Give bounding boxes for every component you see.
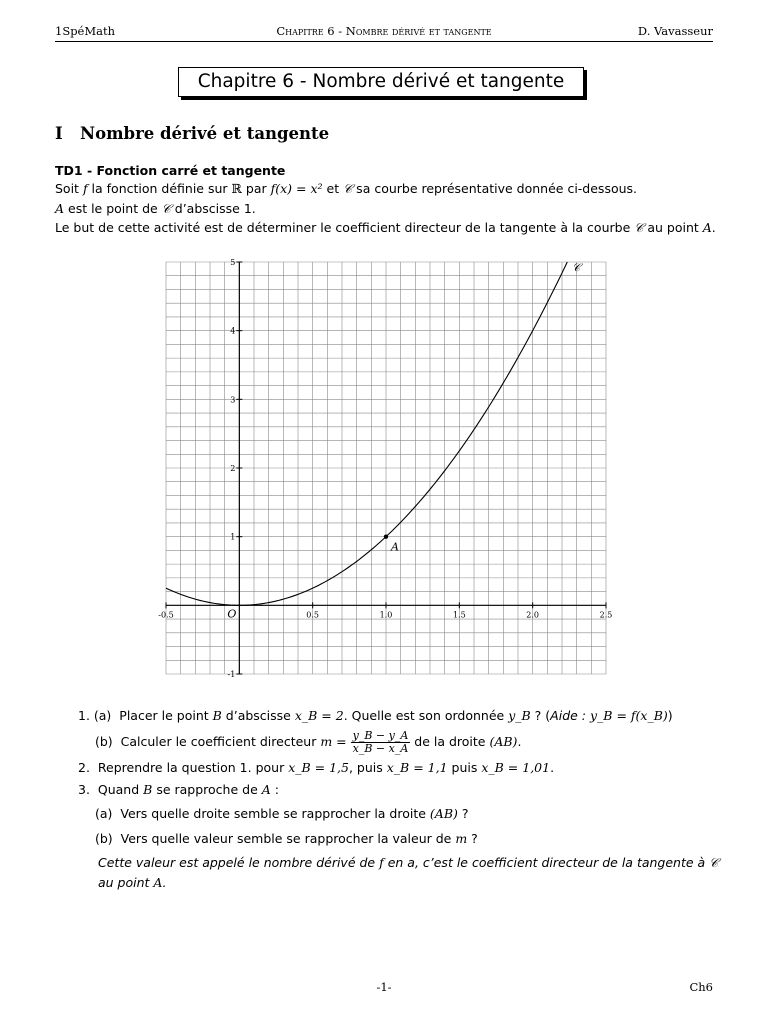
math-xB: x_B = 2 — [294, 708, 344, 723]
x-tick-label: 2.5 — [599, 610, 613, 620]
x-tick-label: 0.5 — [306, 610, 320, 620]
text: ? — [467, 831, 478, 846]
text: . Quelle est son ordonnée — [343, 708, 509, 723]
math-AB: (AB) — [429, 806, 458, 821]
question-2 — [78, 760, 554, 775]
note-line-1 — [98, 855, 718, 871]
text: Placer le point — [119, 708, 213, 723]
math-A: A — [702, 220, 712, 235]
text: sa courbe représentative donnée ci-dessous. — [352, 181, 638, 196]
footer-chapter: Ch6 — [689, 980, 713, 994]
math-A: A — [55, 201, 65, 216]
math-curve: 𝒞 — [634, 220, 644, 235]
math-B: B — [143, 782, 153, 797]
math-m: m = — [320, 734, 347, 749]
text: Quand — [97, 782, 144, 797]
point-A-label: A — [391, 540, 399, 554]
math-f: f — [82, 181, 88, 196]
math-curve: 𝒞 — [343, 181, 353, 196]
point-A-marker — [384, 534, 388, 538]
intro-line-2 — [55, 201, 256, 217]
math-hint: y_B = f(x_B) — [589, 708, 668, 723]
question-number: (b) — [95, 734, 113, 749]
text: . — [550, 760, 555, 775]
text: Reprendre la question 1. pour — [97, 760, 289, 775]
math-value: x_B = 1,1 — [386, 760, 448, 775]
text: . — [162, 875, 167, 890]
page-number: -1- — [376, 980, 392, 994]
slope-fraction — [351, 730, 411, 755]
math-f: f — [379, 855, 384, 870]
section-number: I — [55, 124, 63, 143]
function-graph — [150, 256, 613, 681]
text: . — [711, 220, 716, 235]
text: et — [322, 181, 344, 196]
math-curve: 𝒞 — [161, 201, 171, 216]
text: au point — [98, 875, 154, 890]
text: Cette valeur est appelé le nombre dérivé de — [98, 855, 380, 870]
math-B: B — [212, 708, 222, 723]
math-A: A — [153, 875, 163, 890]
question-1a — [78, 708, 673, 723]
math-value: x_B = 1,5 — [288, 760, 349, 775]
y-tick-label: 1 — [230, 532, 236, 542]
text: d’abscisse 1. — [170, 201, 256, 216]
math-yB: y_B — [508, 708, 531, 723]
x-tick-label: 2.0 — [526, 610, 540, 620]
math-m: m — [455, 831, 468, 846]
math-value: x_B = 1,01 — [481, 760, 551, 775]
text: est le point de — [64, 201, 162, 216]
y-tick-label: 2 — [230, 464, 236, 473]
text: de la droite — [410, 734, 490, 749]
text: Vers quelle droite semble se rapprocher la droite — [120, 806, 430, 821]
text: puis — [447, 760, 482, 775]
x-tick-label: 1.5 — [452, 610, 466, 620]
question-number: (a) — [95, 806, 113, 821]
section-title: Nombre dérivé et tangente — [80, 124, 330, 143]
text: la fonction définie sur — [87, 181, 232, 196]
question-number: 2. — [78, 760, 90, 775]
math-fx: f(x) = x² — [270, 181, 323, 196]
y-tick-label: -1 — [227, 670, 236, 679]
origin-label: O — [227, 607, 237, 621]
header-right: D. Vavasseur — [637, 24, 713, 38]
fraction-denominator: x_B − x_A — [352, 742, 409, 755]
text: par — [241, 181, 271, 196]
y-tick-label: 3 — [230, 395, 236, 405]
hint-label: Aide : — [550, 708, 590, 723]
intro-line-3 — [55, 220, 716, 236]
text: au point — [643, 220, 703, 235]
math-curve: 𝒞 — [709, 855, 719, 870]
fraction-numerator: y_B − y_A — [352, 729, 409, 742]
math-AB: (AB) — [489, 734, 518, 749]
header-center: Chapitre 6 - Nombre dérivé et tangente — [276, 24, 492, 38]
x-tick-label: 1.0 — [379, 610, 393, 620]
section-heading — [55, 124, 329, 143]
text: ? ( — [530, 708, 551, 723]
question-number: 1. (a) — [78, 708, 112, 723]
question-number: 3. — [78, 782, 90, 797]
intro-line-1 — [55, 181, 637, 197]
text: : — [270, 782, 279, 797]
chapter-title-box — [178, 67, 584, 97]
text: en a, c’est le coefficient directeur de la tangente à — [383, 855, 710, 870]
y-tick-label: 5 — [230, 258, 236, 267]
math-reals: ℝ — [231, 181, 242, 196]
question-number: (b) — [95, 831, 113, 846]
text: ) — [667, 708, 673, 723]
text: ? — [457, 806, 469, 821]
header-rule — [55, 41, 713, 42]
text: Calculer le coefficient directeur — [120, 734, 321, 749]
question-3 — [78, 782, 279, 797]
header-left: 1SpéMath — [55, 24, 116, 38]
note-line-2 — [98, 875, 166, 890]
text: Vers quelle valeur semble se rapprocher la valeur de — [120, 831, 456, 846]
text: . — [517, 734, 522, 749]
activity-title: TD1 - Fonction carré et tangente — [55, 163, 286, 178]
question-1b — [95, 730, 521, 755]
question-3b — [95, 831, 478, 846]
question-3a — [95, 806, 469, 821]
chapter-title: Chapitre 6 - Nombre dérivé et tangente — [197, 71, 565, 92]
page-header — [55, 24, 713, 42]
text: d’abscisse — [221, 708, 295, 723]
curve-series — [166, 262, 567, 605]
text: Le but de cette activité est de déterminer le coefficient directeur de la tangente à la courbe — [55, 220, 635, 235]
curve-label: 𝒞 — [572, 260, 581, 274]
text: , puis — [348, 760, 387, 775]
x-tick-label: -0.5 — [158, 610, 174, 620]
math-A: A — [261, 782, 271, 797]
y-tick-label: 4 — [230, 326, 236, 336]
text: Soit — [55, 181, 83, 196]
text: se rapproche de — [152, 782, 262, 797]
